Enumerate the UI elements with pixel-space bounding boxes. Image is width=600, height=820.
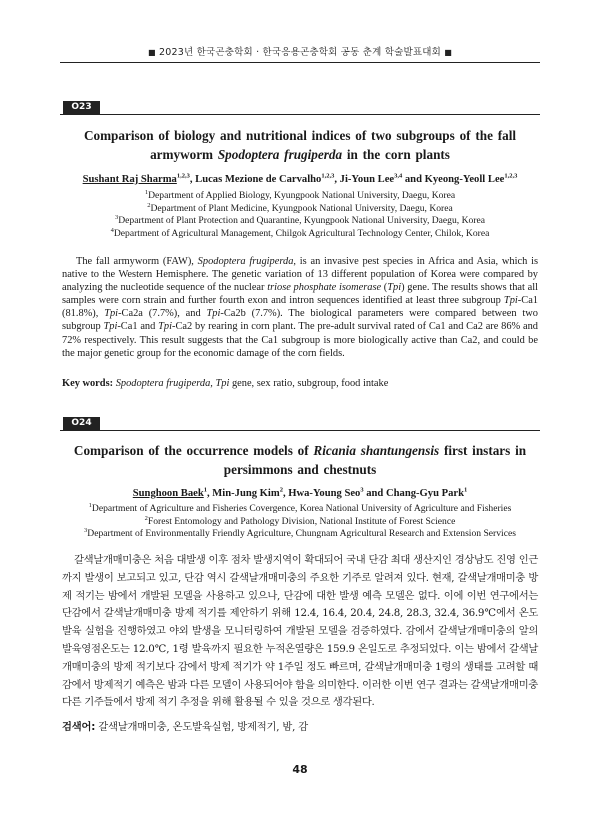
affiliation-line: $^1$Department of Applied Biology, Kyungpook National University, Daegu, Korea	[144, 188, 456, 201]
conference-header-text: 2023년 한국곤충학회 · 한국응용곤충학회 공동 춘계 학술발표대회	[159, 47, 441, 58]
author-name: Hwa-Young Seo	[288, 488, 361, 499]
affiliation-list-o23	[62, 190, 538, 240]
affiliation-line: $^4$Department of Agricultural Management, Chilgok Agricultural Technology Center, Chilok, Korea	[110, 226, 490, 239]
conference-header	[0, 44, 600, 58]
square-bullet-icon: ■	[148, 48, 156, 57]
section-rule-o24	[60, 430, 540, 431]
abstract-tag-o23: O23	[63, 101, 100, 114]
author-name: Kyeong-Yeoll Lee	[424, 174, 505, 185]
affiliation-line: $^3$Department of Plant Protection and Quarantine, Kyungpook National University, Daegu, Korea	[114, 214, 486, 227]
abstract-body-o24: 갈색날개매미충은 처음 대발생 이후 점차 발생지역이 확대되어 국내 단감 최대 생산지인 경상남도 진영 인근까지 발생이 보고되고 있고, 단감 역시 갈색날개매미충의 주요한 기주로 알려져 있다. 현재, 갈색날개매미충 방제 적기는 밤에서 개발된 모델을 사용하고 있으나, 단감에 대한 발생 예측 모델은 없다. 이에 이번 연구에서는 단감에서 갈색날개매미충 방제 적기를 제안하기 위해 12.4, 16.4, 20.4, 24.8, 28.3, 32.4, 36.9℃에서 온도 발육 실험을 진행하였고 야외 발생을 모니터링하여 개발된 모델을 검증하였다. 감에서 갈색날개매미충의 알의 발육영점온도는 12.0℃, 1령 발육까지 필요한 누적온열량은 159.9 온일도로 추정되었다. 이는 밤에서 갈색날개매미충의 방제 적기보다 감에서 방제 적기가 약 1주일 정도 빠르며, 갈색날개매미충 1령의 생태를 고려할 때 감에서 방제적기 예측은 밤과 다른 모델이 사용되어야 함을 의미한다. 이러한 이번 연구 결과는 갈색날개매미충 다른 기주들에서 방제 적기 추정을 위해 활용될 수 있을 것으로 생각된다.	[62, 554, 538, 709]
paper-title-o24: Comparison of the occurrence models of Ricania shantungensis first instars in persimmons and chestnuts	[73, 443, 527, 477]
keywords-label: Key words:	[62, 378, 114, 389]
affiliation-line: $^3$Department of Environmentally Friendly Agriculture, Chungnam Agricultural Research and Extension Services	[84, 527, 516, 540]
author-name: Chang-Gyu Park	[385, 488, 464, 499]
affiliation-line: $^2$Forest Entomology and Pathology Division, National Institute of Forest Science	[144, 514, 456, 527]
author-name: Lucas Mezione de Carvalho	[195, 174, 322, 185]
page-number: 48	[292, 763, 308, 776]
affiliation-list-o24	[62, 503, 538, 541]
section-rule-o23	[60, 114, 540, 115]
affiliation-line: $^1$Department of Agriculture and Fisheries Covergence, Korea National University of Agriculture and Fisheries	[88, 501, 512, 514]
author-name: Sushant Raj Sharma	[82, 174, 177, 185]
keywords-label: 검색어:	[62, 721, 96, 733]
abstract-tag-o24: O24	[63, 417, 100, 430]
header-rule	[60, 62, 540, 63]
paper-title-o23: Comparison of biology and nutritional indices of two subgroups of the fall armyworm Spodoptera frugiperda in the corn plants	[83, 128, 517, 162]
author-list-o24: Sunghoon Baek$^1$, Min-Jung Kim$^2$, Hwa-Young Seo$^3$ and Chang-Gyu Park$^1$	[132, 486, 468, 499]
species-name: Spodoptera frugiperda	[217, 147, 343, 162]
keywords-o24: 검색어: 갈색날개매미충, 온도발육실험, 방제적기, 밤, 감	[62, 721, 309, 733]
author-list-o23: Sushant Raj Sharma$^{1,2,3}$, Lucas Mezione de Carvalho$^{1,2,3}$, Ji-Youn Lee$^{3,4}$ and Kyeong-Yeoll Lee$^{1,2,3}$	[82, 172, 518, 185]
author-name: Min-Jung Kim	[212, 488, 280, 499]
abstract-body-o23: The fall armyworm (FAW), Spodoptera frugiperda, is an invasive pest species in Africa and Asia, which is native to the Western Hemisphere. The genetic variation of 13 different population of Korea were compared by analyzing the nucleotide sequence of the nuclear triose phosphate isomerase (Tpi) gene. The results shows that all samples were corn strain and further fourth exon and intron sequences identified at least three subgroup Tpi-Ca1 (81.8%), Tpi-Ca2a (7.7%), and Tpi-Ca2b (7.7%). The biological parameters were compared between two subgroup Tpi-Ca1 and Tpi-Ca2 by rearing in corn plant. The pre-adult survival rated of Ca1 and Ca2 are 86% and 72% respectively. This result suggests that the Ca1 subgroup is more biologically active than Ca2, and could be the major genetic group for the economic damage of the corn fields.	[62, 256, 538, 359]
author-name: Ji-Youn Lee	[339, 174, 395, 185]
species-name: Ricania shantungensis	[313, 443, 440, 458]
square-bullet-icon: ■	[444, 48, 452, 57]
keywords-o23: Key words: Spodoptera frugiperda, Tpi gene, sex ratio, subgroup, food intake	[62, 378, 389, 389]
affiliation-line: $^2$Department of Plant Medicine, Kyungpook National University, Daegu, Korea	[147, 201, 453, 214]
author-name: Sunghoon Baek	[132, 488, 204, 499]
